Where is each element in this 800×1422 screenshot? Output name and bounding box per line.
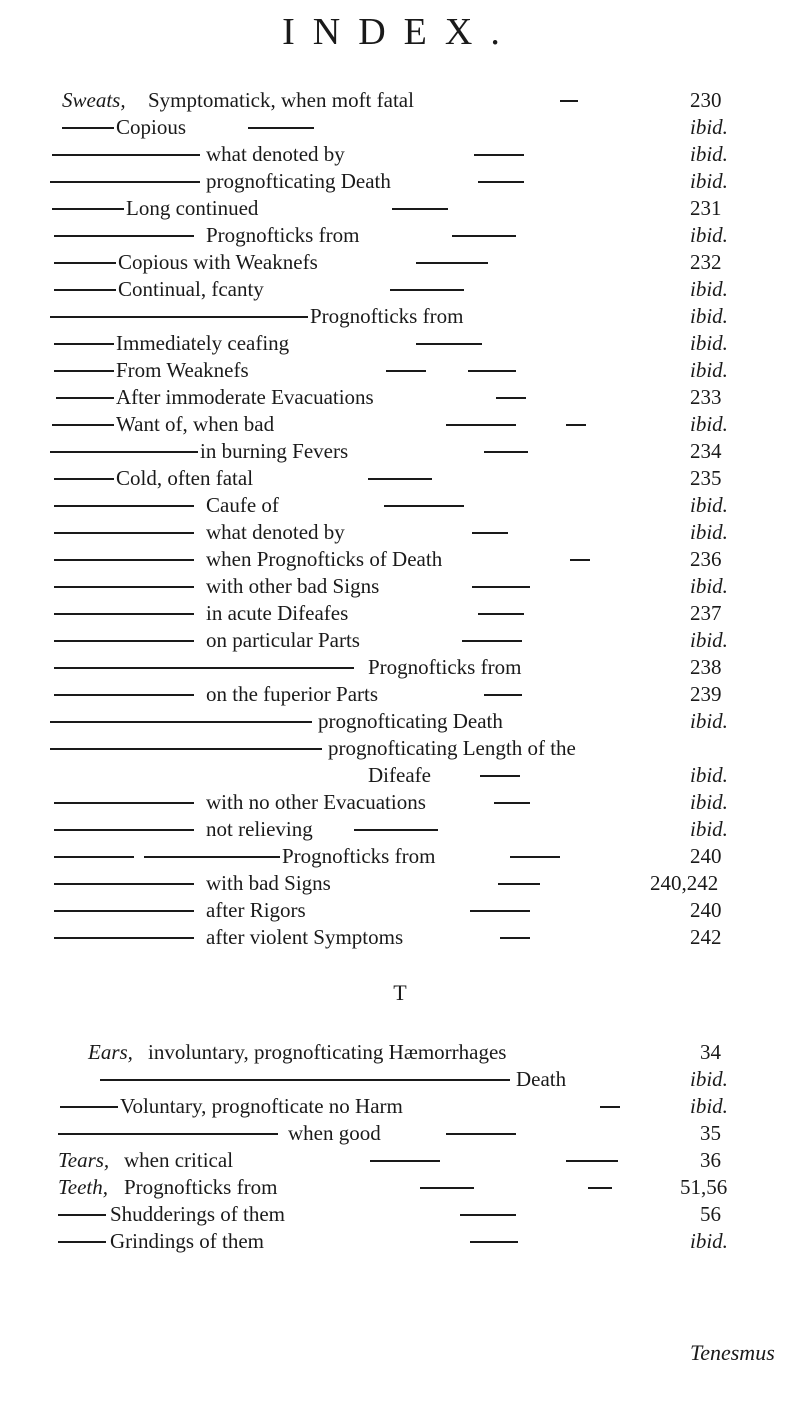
leader-rule bbox=[510, 856, 560, 858]
entry-ref: ibid. bbox=[690, 520, 728, 544]
leader-rule bbox=[62, 127, 114, 129]
entry-ref: ibid. bbox=[690, 115, 728, 139]
leader-rule bbox=[54, 289, 116, 291]
entry-text: Continual, fcanty bbox=[118, 277, 264, 301]
leader-rule bbox=[100, 1079, 510, 1081]
entry-ref: 230 bbox=[690, 88, 722, 112]
entry-text: when Prognofticks of Death bbox=[206, 547, 443, 571]
entry-lead: Tears, bbox=[58, 1148, 110, 1172]
entry-text: in acute Difeafes bbox=[206, 601, 349, 625]
entry-text: Death bbox=[516, 1067, 567, 1091]
entry-text: Long continued bbox=[126, 196, 259, 220]
index-entry bbox=[0, 601, 800, 627]
index-entry bbox=[0, 331, 800, 357]
entry-text: in burning Fevers bbox=[200, 439, 349, 463]
leader-rule bbox=[478, 613, 524, 615]
entry-text: with other bad Signs bbox=[206, 574, 380, 598]
entry-text: prognofticating Death bbox=[206, 169, 391, 193]
leader-rule bbox=[54, 559, 194, 561]
entry-ref: ibid. bbox=[690, 628, 728, 652]
index-entry bbox=[0, 709, 800, 735]
leader-rule bbox=[384, 505, 464, 507]
entry-text: Symptomatick, when moft fatal bbox=[148, 88, 414, 112]
index-entry bbox=[0, 466, 800, 492]
leader-rule bbox=[54, 478, 114, 480]
index-entry bbox=[0, 763, 800, 789]
entry-lead: Sweats, bbox=[62, 88, 126, 112]
entry-text: Immediately ceafing bbox=[116, 331, 290, 355]
entry-text: Prognofticks from bbox=[310, 304, 464, 328]
index-entry bbox=[0, 412, 800, 438]
leader-rule bbox=[390, 289, 464, 291]
leader-rule bbox=[54, 910, 194, 912]
entry-ref: 237 bbox=[690, 601, 722, 625]
entry-ref: ibid. bbox=[690, 169, 728, 193]
leader-rule bbox=[248, 127, 314, 129]
entry-ref: ibid. bbox=[690, 412, 728, 436]
leader-rule bbox=[52, 424, 114, 426]
leader-rule bbox=[50, 748, 322, 750]
index-entry bbox=[0, 277, 800, 303]
entry-ref: ibid. bbox=[690, 304, 728, 328]
index-entry bbox=[0, 1229, 800, 1255]
leader-rule bbox=[570, 559, 590, 561]
leader-rule bbox=[144, 856, 280, 858]
entry-text: After immoderate Evacuations bbox=[116, 385, 374, 409]
entry-text: after violent Symptoms bbox=[206, 925, 404, 949]
leader-rule bbox=[54, 235, 194, 237]
leader-rule bbox=[496, 397, 526, 399]
leader-rule bbox=[54, 883, 194, 885]
index-entry bbox=[0, 790, 800, 816]
index-entry bbox=[0, 169, 800, 195]
leader-rule bbox=[50, 316, 308, 318]
index-entry bbox=[0, 1148, 800, 1174]
index-entry bbox=[0, 574, 800, 600]
entry-text: Prognofticks from bbox=[368, 655, 522, 679]
index-entry bbox=[0, 520, 800, 546]
index-entry bbox=[0, 304, 800, 330]
leader-rule bbox=[386, 370, 426, 372]
index-entry bbox=[0, 1202, 800, 1228]
leader-rule bbox=[52, 154, 200, 156]
entry-text: with no other Evacuations bbox=[206, 790, 426, 814]
index-entry bbox=[0, 1067, 800, 1093]
leader-rule bbox=[54, 586, 194, 588]
leader-rule bbox=[54, 532, 194, 534]
index-entry bbox=[0, 871, 800, 897]
leader-rule bbox=[370, 1160, 440, 1162]
leader-rule bbox=[470, 1241, 518, 1243]
entry-ref: ibid. bbox=[690, 763, 728, 787]
leader-rule bbox=[560, 100, 578, 102]
leader-rule bbox=[58, 1133, 278, 1135]
entry-text: Prognofticks from bbox=[124, 1175, 278, 1199]
index-entry bbox=[0, 547, 800, 573]
entry-ref: 51,56 bbox=[680, 1175, 728, 1199]
entry-text: what denoted by bbox=[206, 142, 345, 166]
index-entry bbox=[0, 1121, 800, 1147]
index-entry bbox=[0, 736, 800, 762]
entry-text: Copious with Weaknefs bbox=[118, 250, 318, 274]
index-entry bbox=[0, 115, 800, 141]
entry-ref: ibid. bbox=[690, 277, 728, 301]
entry-ref: 238 bbox=[690, 655, 722, 679]
index-entry bbox=[0, 439, 800, 465]
index-entry bbox=[0, 682, 800, 708]
catchword: Tenesmus bbox=[690, 1340, 775, 1365]
index-entry bbox=[0, 898, 800, 924]
index-entry bbox=[0, 223, 800, 249]
leader-rule bbox=[54, 640, 194, 642]
leader-rule bbox=[60, 1106, 118, 1108]
entry-text: Prognofticks from bbox=[282, 844, 436, 868]
entry-text: on particular Parts bbox=[206, 628, 360, 652]
entry-ref: 34 bbox=[700, 1040, 721, 1064]
index-entry bbox=[0, 1175, 800, 1201]
entry-ref: 236 bbox=[690, 547, 722, 571]
index-entry bbox=[0, 88, 800, 114]
leader-rule bbox=[478, 181, 524, 183]
index-entry bbox=[0, 817, 800, 843]
entry-text: not relieving bbox=[206, 817, 313, 841]
leader-rule bbox=[472, 586, 530, 588]
entry-text: Copious bbox=[116, 115, 187, 139]
index-entry bbox=[0, 142, 800, 168]
leader-rule bbox=[500, 937, 530, 939]
leader-rule bbox=[566, 1160, 618, 1162]
leader-rule bbox=[420, 1187, 474, 1189]
entry-ref: 240 bbox=[690, 898, 722, 922]
entry-text: Shudderings of them bbox=[110, 1202, 285, 1226]
leader-rule bbox=[58, 1241, 106, 1243]
entry-ref: 235 bbox=[690, 466, 722, 490]
entry-ref: ibid. bbox=[690, 574, 728, 598]
leader-rule bbox=[460, 1214, 516, 1216]
leader-rule bbox=[54, 694, 194, 696]
entry-text: From Weaknefs bbox=[116, 358, 249, 382]
section-letter: T bbox=[393, 980, 407, 1005]
index-entry bbox=[0, 844, 800, 870]
leader-rule bbox=[446, 424, 516, 426]
leader-rule bbox=[484, 694, 522, 696]
entry-ref: 35 bbox=[700, 1121, 721, 1145]
entry-ref: 233 bbox=[690, 385, 722, 409]
entry-text: Prognofticks from bbox=[206, 223, 360, 247]
entry-ref: ibid. bbox=[690, 817, 728, 841]
leader-rule bbox=[474, 154, 524, 156]
index-entry bbox=[0, 358, 800, 384]
leader-rule bbox=[472, 532, 508, 534]
entry-text: Grindings of them bbox=[110, 1229, 264, 1253]
leader-rule bbox=[468, 370, 516, 372]
entry-text: Caufe of bbox=[206, 493, 279, 517]
entry-ref: 56 bbox=[700, 1202, 721, 1226]
leader-rule bbox=[50, 181, 200, 183]
leader-rule bbox=[54, 613, 194, 615]
leader-rule bbox=[368, 478, 432, 480]
leader-rule bbox=[416, 262, 488, 264]
leader-rule bbox=[600, 1106, 620, 1108]
entry-ref: 232 bbox=[690, 250, 722, 274]
entry-ref: ibid. bbox=[690, 709, 728, 733]
leader-rule bbox=[54, 505, 194, 507]
leader-rule bbox=[54, 856, 134, 858]
leader-rule bbox=[588, 1187, 612, 1189]
leader-rule bbox=[452, 235, 516, 237]
leader-rule bbox=[54, 937, 194, 939]
entry-ref: 242 bbox=[690, 925, 722, 949]
leader-rule bbox=[54, 667, 354, 669]
page-header: INDEX. bbox=[282, 11, 518, 53]
entry-ref: 240 bbox=[690, 844, 722, 868]
index-entry bbox=[0, 1094, 800, 1120]
entry-text: Cold, often fatal bbox=[116, 466, 254, 490]
entry-ref: 234 bbox=[690, 439, 722, 463]
entry-ref: ibid. bbox=[690, 1067, 728, 1091]
entry-ref: 240,242 bbox=[650, 871, 719, 895]
leader-rule bbox=[392, 208, 448, 210]
entry-text: Want of, when bad bbox=[116, 412, 275, 436]
leader-rule bbox=[484, 451, 528, 453]
entry-text: on the fuperior Parts bbox=[206, 682, 379, 706]
entry-ref: 36 bbox=[700, 1148, 721, 1172]
leader-rule bbox=[50, 721, 312, 723]
entry-ref: ibid. bbox=[690, 1094, 728, 1118]
entry-ref: ibid. bbox=[690, 358, 728, 382]
entry-text: prognofticating Death bbox=[318, 709, 503, 733]
entry-text: prognofticating Length of the bbox=[328, 736, 576, 760]
entry-lead: Ears, bbox=[88, 1040, 133, 1064]
entry-ref: ibid. bbox=[690, 331, 728, 355]
entry-text: after Rigors bbox=[206, 898, 306, 922]
leader-rule bbox=[54, 829, 194, 831]
index-entry bbox=[0, 628, 800, 654]
leader-rule bbox=[416, 343, 482, 345]
entry-text: when good bbox=[288, 1121, 381, 1145]
entry-text: with bad Signs bbox=[206, 871, 331, 895]
leader-rule bbox=[470, 910, 530, 912]
leader-rule bbox=[480, 775, 520, 777]
leader-rule bbox=[50, 451, 198, 453]
leader-rule bbox=[52, 208, 124, 210]
entry-text: Voluntary, prognofticate no Harm bbox=[120, 1094, 403, 1118]
entry-text: involuntary, prognofticating Hæmorrhages bbox=[148, 1040, 507, 1064]
entry-text: when critical bbox=[124, 1148, 234, 1172]
leader-rule bbox=[54, 370, 114, 372]
leader-rule bbox=[354, 829, 438, 831]
index-entry bbox=[0, 1040, 800, 1066]
entry-ref: ibid. bbox=[690, 1229, 728, 1253]
index-entry bbox=[0, 493, 800, 519]
entry-ref: ibid. bbox=[690, 790, 728, 814]
entry-text: Difeafe bbox=[368, 763, 431, 787]
entry-ref: 231 bbox=[690, 196, 722, 220]
leader-rule bbox=[498, 883, 540, 885]
index-entry bbox=[0, 250, 800, 276]
leader-rule bbox=[54, 802, 194, 804]
index-entry bbox=[0, 385, 800, 411]
leader-rule bbox=[462, 640, 522, 642]
index-entry bbox=[0, 925, 800, 951]
entry-lead: Teeth, bbox=[58, 1175, 108, 1199]
entry-ref: 239 bbox=[690, 682, 722, 706]
entry-ref: ibid. bbox=[690, 223, 728, 247]
entry-text: what denoted by bbox=[206, 520, 345, 544]
leader-rule bbox=[494, 802, 530, 804]
index-entry bbox=[0, 655, 800, 681]
index-entry bbox=[0, 196, 800, 222]
leader-rule bbox=[54, 262, 116, 264]
leader-rule bbox=[56, 397, 114, 399]
entry-ref: ibid. bbox=[690, 142, 728, 166]
entry-ref: ibid. bbox=[690, 493, 728, 517]
leader-rule bbox=[58, 1214, 106, 1216]
leader-rule bbox=[446, 1133, 516, 1135]
leader-rule bbox=[54, 343, 114, 345]
leader-rule bbox=[566, 424, 586, 426]
